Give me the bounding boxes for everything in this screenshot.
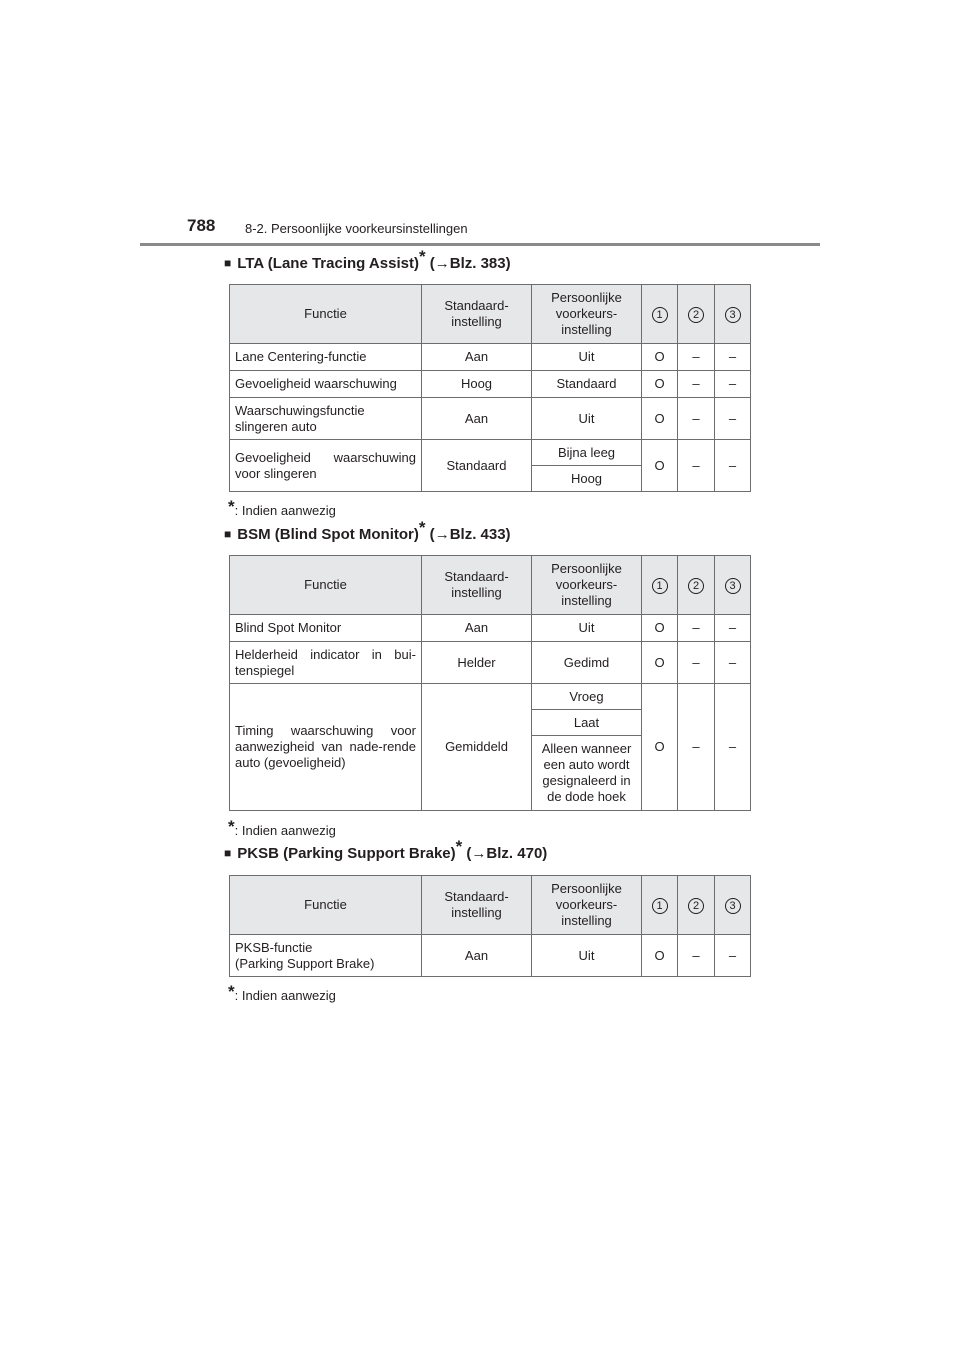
circled-2-icon: 2 — [688, 307, 704, 323]
table-row: Blind Spot Monitor Aan Uit O – – — [230, 615, 751, 642]
asterisk: * — [228, 817, 235, 836]
circled-2-icon: 2 — [688, 898, 704, 914]
bsm-table — [229, 555, 751, 811]
asterisk: * — [455, 837, 463, 856]
header-functie: Functie — [230, 285, 422, 344]
chapter-title: 8-2. Persoonlijke voorkeursinstellingen — [245, 221, 468, 236]
lta-page-ref: Blz. 383) — [449, 255, 511, 272]
pksb-title: PKSB (Parking Support Brake) — [237, 845, 456, 862]
circled-2-icon: 2 — [688, 578, 704, 594]
asterisk: * — [418, 247, 426, 266]
header-standaard: Standaard- instelling — [422, 285, 532, 344]
arrow-right-icon: → — [434, 255, 450, 272]
circled-3-icon: 3 — [725, 307, 741, 323]
header-persoonlijk: Persoonlijke voorkeurs- instelling — [532, 556, 642, 615]
header-col-1 — [642, 876, 678, 935]
circled-1-icon: 1 — [652, 307, 668, 323]
pksb-table — [229, 875, 751, 977]
header-rule — [140, 243, 820, 246]
table-row: Lane Centering-functie Aan Uit O – – — [230, 344, 751, 371]
table-row: Timing waarschuwing voor aanwezigheid van nade-rende auto (gevoeligheid) Gemiddeld Vroeg O – – — [230, 684, 751, 710]
asterisk: * — [228, 497, 235, 516]
circled-3-icon: 3 — [725, 578, 741, 594]
table-row: PKSB-functie (Parking Support Brake) Aan Uit O – – — [230, 935, 751, 977]
arrow-right-icon: → — [434, 526, 450, 543]
table-row: Alleen wanneer een auto wordt gesignaleerd in de dode hoek — [230, 736, 751, 811]
lta-table — [229, 284, 751, 492]
header-standaard: Standaard- instelling — [422, 876, 532, 935]
pksb-section-heading: ■ PKSB (Parking Support Brake)* (→Blz. 470) — [224, 837, 548, 862]
lta-footnote: *: Indien aanwezig — [228, 497, 336, 518]
page-number: 788 — [187, 216, 216, 235]
bullet-square-icon: ■ — [224, 527, 232, 541]
header-persoonlijk: Persoonlijke voorkeurs- instelling — [532, 285, 642, 344]
header-col-3 — [715, 556, 751, 615]
header-col-3 — [715, 876, 751, 935]
header-col-1 — [642, 285, 678, 344]
table-row: Helderheid indicator in bui-tenspiegel Helder Gedimd O – – — [230, 642, 751, 684]
pksb-footnote: *: Indien aanwezig — [228, 982, 336, 1003]
header-col-2 — [678, 876, 715, 935]
bullet-square-icon: ■ — [224, 846, 232, 860]
header-standaard: Standaard- instelling — [422, 556, 532, 615]
bsm-title: BSM (Blind Spot Monitor) — [237, 526, 419, 543]
table-header-row — [230, 285, 751, 344]
arrow-right-icon: → — [471, 845, 487, 862]
bullet-square-icon: ■ — [224, 256, 232, 270]
pksb-page-ref: Blz. 470) — [486, 845, 548, 862]
header-functie: Functie — [230, 556, 422, 615]
header-col-2 — [678, 285, 715, 344]
lta-section-heading: ■ LTA (Lane Tracing Assist)* (→Blz. 383) — [224, 247, 511, 272]
circled-1-icon: 1 — [652, 578, 668, 594]
bsm-footnote: *: Indien aanwezig — [228, 817, 336, 838]
circled-1-icon: 1 — [652, 898, 668, 914]
header-functie: Functie — [230, 876, 422, 935]
table-row: Gevoeligheid waarschuwing voor slingeren Standaard Bijna leeg O – – — [230, 440, 751, 466]
header-persoonlijk: Persoonlijke voorkeurs- instelling — [532, 876, 642, 935]
table-row: Hoog — [230, 466, 751, 492]
table-row: Gevoeligheid waarschuwing Hoog Standaard O – – — [230, 371, 751, 398]
table-row: Laat — [230, 710, 751, 736]
table-row: Waarschuwingsfunctie slingeren auto Aan Uit O – – — [230, 398, 751, 440]
bsm-section-heading: ■ BSM (Blind Spot Monitor)* (→Blz. 433) — [224, 518, 511, 543]
header-col-2 — [678, 556, 715, 615]
asterisk: * — [418, 518, 426, 537]
asterisk: * — [228, 982, 235, 1001]
header-col-3 — [715, 285, 751, 344]
table-header-row — [230, 876, 751, 935]
table-header-row — [230, 556, 751, 615]
bsm-page-ref: Blz. 433) — [449, 526, 511, 543]
circled-3-icon: 3 — [725, 898, 741, 914]
header-col-1 — [642, 556, 678, 615]
lta-title: LTA (Lane Tracing Assist) — [237, 255, 419, 272]
